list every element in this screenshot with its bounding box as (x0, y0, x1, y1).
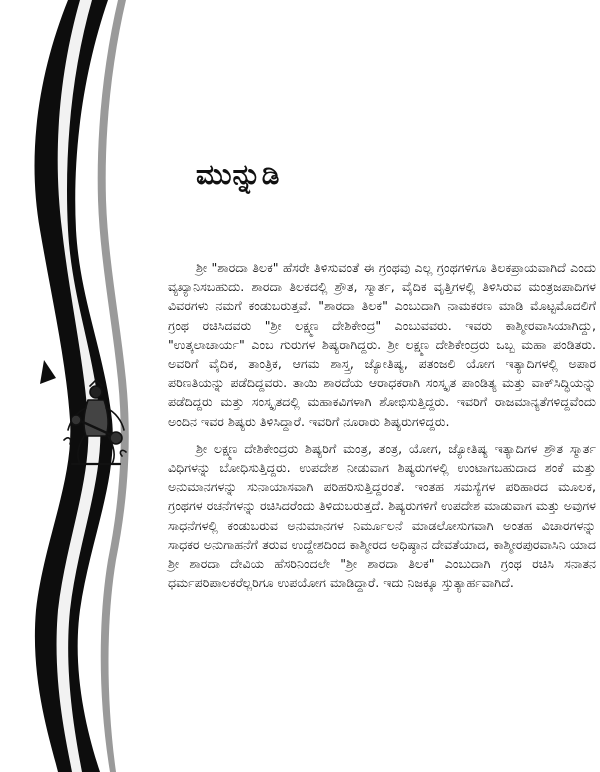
paragraph-2: ಶ್ರೀ ಲಕ್ಷ್ಮಣ ದೇಶಿಕೇಂದ್ರರು ಶಿಷ್ಯರಿಗೆ ಮಂತ್ರ, ತಂತ್ರ, ಯೋಗ, ಜ್ಯೋತಿಷ್ಯ ಇತ್ಯಾದಿಗಳ ಶ್ರೌತ ಸ್ಮಾರ್ತ ವಿಧಿಗಳನ್ನು ಬೋಧಿಸುತ್ತಿದ್ದರು. ಉಪದೇಶ ನೀಡುವಾಗ ಶಿಷ್ಯರುಗಳಲ್ಲಿ ಉಂಟಾಗಬಹುದಾದ ಶಂಕೆ ಮತ್ತು ಅನುಮಾನಗಳನ್ನು ಸುನಾಯಾಸವಾಗಿ ಪರಿಹರಿಸುತ್ತಿದ್ದರಂತೆ. ಇಂತಹ ಸಮಸ್ಯೆಗಳ ಪರಿಹಾರದ ಮೂಲಕ, ಗ್ರಂಥಗಳ ರಚನೆಗಳನ್ನು ರಚಿಸಿದರೆಂದು ತಿಳಿದುಬರುತ್ತದೆ. ಶಿಷ್ಯರುಗಳಿಗೆ ಉಪದೇಶ ಮಾಡುವಾಗ ಮತ್ತು ಅವುಗಳ ಸಾಧನೆಗಳಲ್ಲಿ ಕಂಡುಬರುವ ಅನುಮಾನಗಳ ನಿರ್ಮೂಲನೆ ಮಾಡಲೋಸುಗವಾಗಿ ಅಂತಹ ವಿಚಾರಗಳನ್ನು ಸಾಧಕರ ಅನುಗಾಹನೆಗೆ ತರುವ ಉದ್ದೇಶದಿಂದ ಕಾಶ್ಮೀರದ ಅಧಿಷ್ಠಾನ ದೇವತೆಯಾದ, ಕಾಶ್ಮೀರಪುರವಾಸಿನಿ ಯಾದ ಶ್ರೀ ಶಾರದಾ ದೇವಿಯ ಹೆಸರಿನಿಂದಲೇ "ಶ್ರೀ ಶಾರದಾ ತಿಲಕ" ಎಂಬುದಾಗಿ ಗ್ರಂಥ ರಚಿಸಿ ಸನಾತನ ಧರ್ಮಪರಿಪಾಲಕರೆಲ್ಲರಿಗೂ ಉಪಯೋಗ ಮಾಡಿದ್ದಾರೆ. ಇದು ನಿಜಕ್ಕೂ ಸ್ತುತ್ಯಾರ್ಹವಾಗಿದೆ. (168, 440, 596, 591)
goddess-sharada-illustration (60, 378, 132, 470)
page-title: ಮುನ್ನುಡಿ (196, 158, 281, 191)
body-text (168, 258, 596, 592)
paragraph-1: ಶ್ರೀ "ಶಾರದಾ ತಿಲಕ" ಹೆಸರೇ ತಿಳಿಸುವಂತೆ ಈ ಗ್ರಂಥವು ಎಲ್ಲ ಗ್ರಂಥಗಳಿಗೂ ತಿಲಕಪ್ರಾಯವಾಗಿದೆ ಎಂದು ವ್ಯಖ್ಯಾನಿಸಬಹುದು. ಶಾರದಾ ತಿಲಕದಲ್ಲಿ ಶ್ರೌತ, ಸ್ಮಾರ್ತ, ವೈದಿಕ ವೃತ್ತಿಗಳಲ್ಲಿ ತಿಳಿಸಿರುವ ಮಂತ್ರಜಪಾದಿಗಳ ವಿವರಗಳು ನಮಗೆ ಕಂಡುಬರುತ್ತವೆ. "ಶಾರದಾ ತಿಲಕ" ಎಂಬುದಾಗಿ ನಾಮಕರಣ ಮಾಡಿ ಮೊಟ್ಟಮೊದಲಿಗೆ ಗ್ರಂಥ ರಚಿಸಿದವರು "ಶ್ರೀ ಲಕ್ಷ್ಮಣ ದೇಶಿಕೇಂದ್ರ" ಎಂಬುವವರು. ಇವರು ಕಾಶ್ಮೀರವಾಸಿಯಾಗಿದ್ದು, "ಉತ್ಕಲಾಚಾರ್ಯ" ಎಂಬ ಗುರುಗಳ ಶಿಷ್ಯರಾಗಿದ್ದರು. ಶ್ರೀ ಲಕ್ಷ್ಮಣ ದೇಶಿಕೇಂದ್ರರು ಒಬ್ಬ ಮಹಾ ಪಂಡಿತರು. ಅವರಿಗೆ ವೈದಿಕ, ತಾಂತ್ರಿಕ, ಆಗಮ ಶಾಸ್ತ್ರ, ಜ್ಯೋತಿಷ್ಯ, ಪತಂಜಲಿ ಯೋಗ ಇತ್ಯಾದಿಗಳಲ್ಲಿ ಅಪಾರ ಪರಿಣತಿಯನ್ನು ಪಡೆದಿದ್ದವರು. ತಾಯಿ ಶಾರದೆಯ ಆರಾಧಕರಾಗಿ ಸಂಸ್ಕೃತ ಪಾಂಡಿತ್ಯ ಮತ್ತು ವಾಕ್‌ಸಿದ್ಧಿಯನ್ನು ಪಡೆದಿದ್ದರು ಮತ್ತು ಸಂಸ್ಕೃತದಲ್ಲಿ ಮಹಾಕವಿಗಳಾಗಿ ಶೋಭಿಸುತ್ತಿದ್ದರು. ಇವರಿಗೆ ರಾಜಮಾನ್ಯತೆಗಳಿದ್ದವೆಂದು ಅಂದಿನ ಇವರ ಶಿಷ್ಯರು ತಿಳಿಸಿದ್ದಾರೆ. ಇವರಿಗೆ ನೂರಾರು ಶಿಷ್ಯರುಗಳಿದ್ದರು. (168, 260, 596, 429)
